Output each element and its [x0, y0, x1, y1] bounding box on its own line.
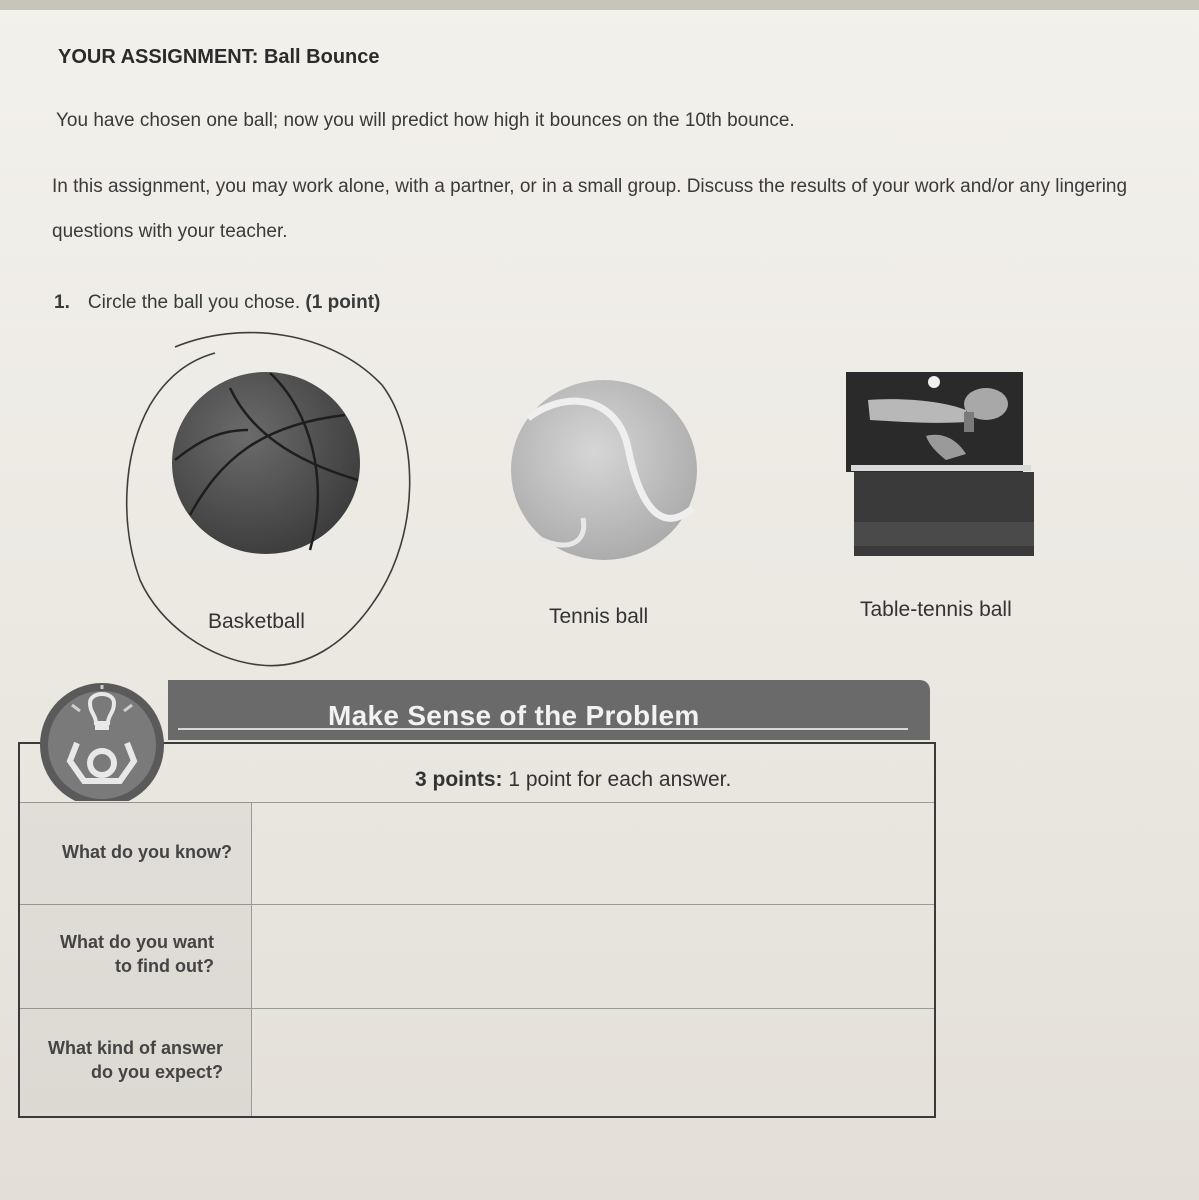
top-edge	[0, 0, 1199, 10]
answer-cell-find-out[interactable]	[253, 904, 933, 1008]
basketball-label: Basketball	[208, 610, 305, 633]
intro-text: You have chosen one ball; now you will predict how high it bounces on the 10th bounce.	[56, 110, 795, 131]
table-row	[20, 1008, 934, 1116]
make-sense-section	[18, 680, 938, 1120]
assignment-title: YOUR ASSIGNMENT: Ball Bounce	[58, 46, 380, 68]
question-label: What kind of answer do you expect?	[48, 1038, 224, 1082]
row-label-cell	[20, 904, 252, 1008]
row-label-cell	[20, 802, 252, 904]
lightbulb-person-icon	[32, 683, 172, 801]
instructions-text: In this assignment, you may work alone, with a partner, or in a small group. Discuss the results of your work and/or any lingering questions with your teacher.	[52, 176, 1128, 242]
basketball-icon[interactable]	[170, 370, 362, 556]
points-note: 3 points: 1 point for each answer.	[415, 768, 732, 791]
question-label: What do you know?	[62, 842, 232, 862]
answer-cell-expect[interactable]	[253, 1008, 933, 1116]
table-tennis-ball-label: Table-tennis ball	[860, 598, 1012, 621]
table-row	[20, 802, 934, 905]
tennis-ball-icon[interactable]	[508, 378, 700, 562]
question-text: Circle the ball you chose.	[87, 292, 301, 313]
table-row	[20, 904, 934, 1009]
question-1	[54, 292, 380, 314]
row-label-cell	[20, 1008, 252, 1116]
question-label: What do you want to find out?	[60, 932, 214, 976]
answer-cell-know[interactable]	[253, 802, 933, 904]
section-title: Make Sense of the Problem	[328, 700, 700, 731]
tennis-ball-label: Tennis ball	[549, 605, 649, 628]
question-number: 1.	[54, 292, 70, 313]
table-tennis-photo[interactable]	[846, 372, 1034, 556]
question-points: (1 point)	[305, 292, 381, 313]
